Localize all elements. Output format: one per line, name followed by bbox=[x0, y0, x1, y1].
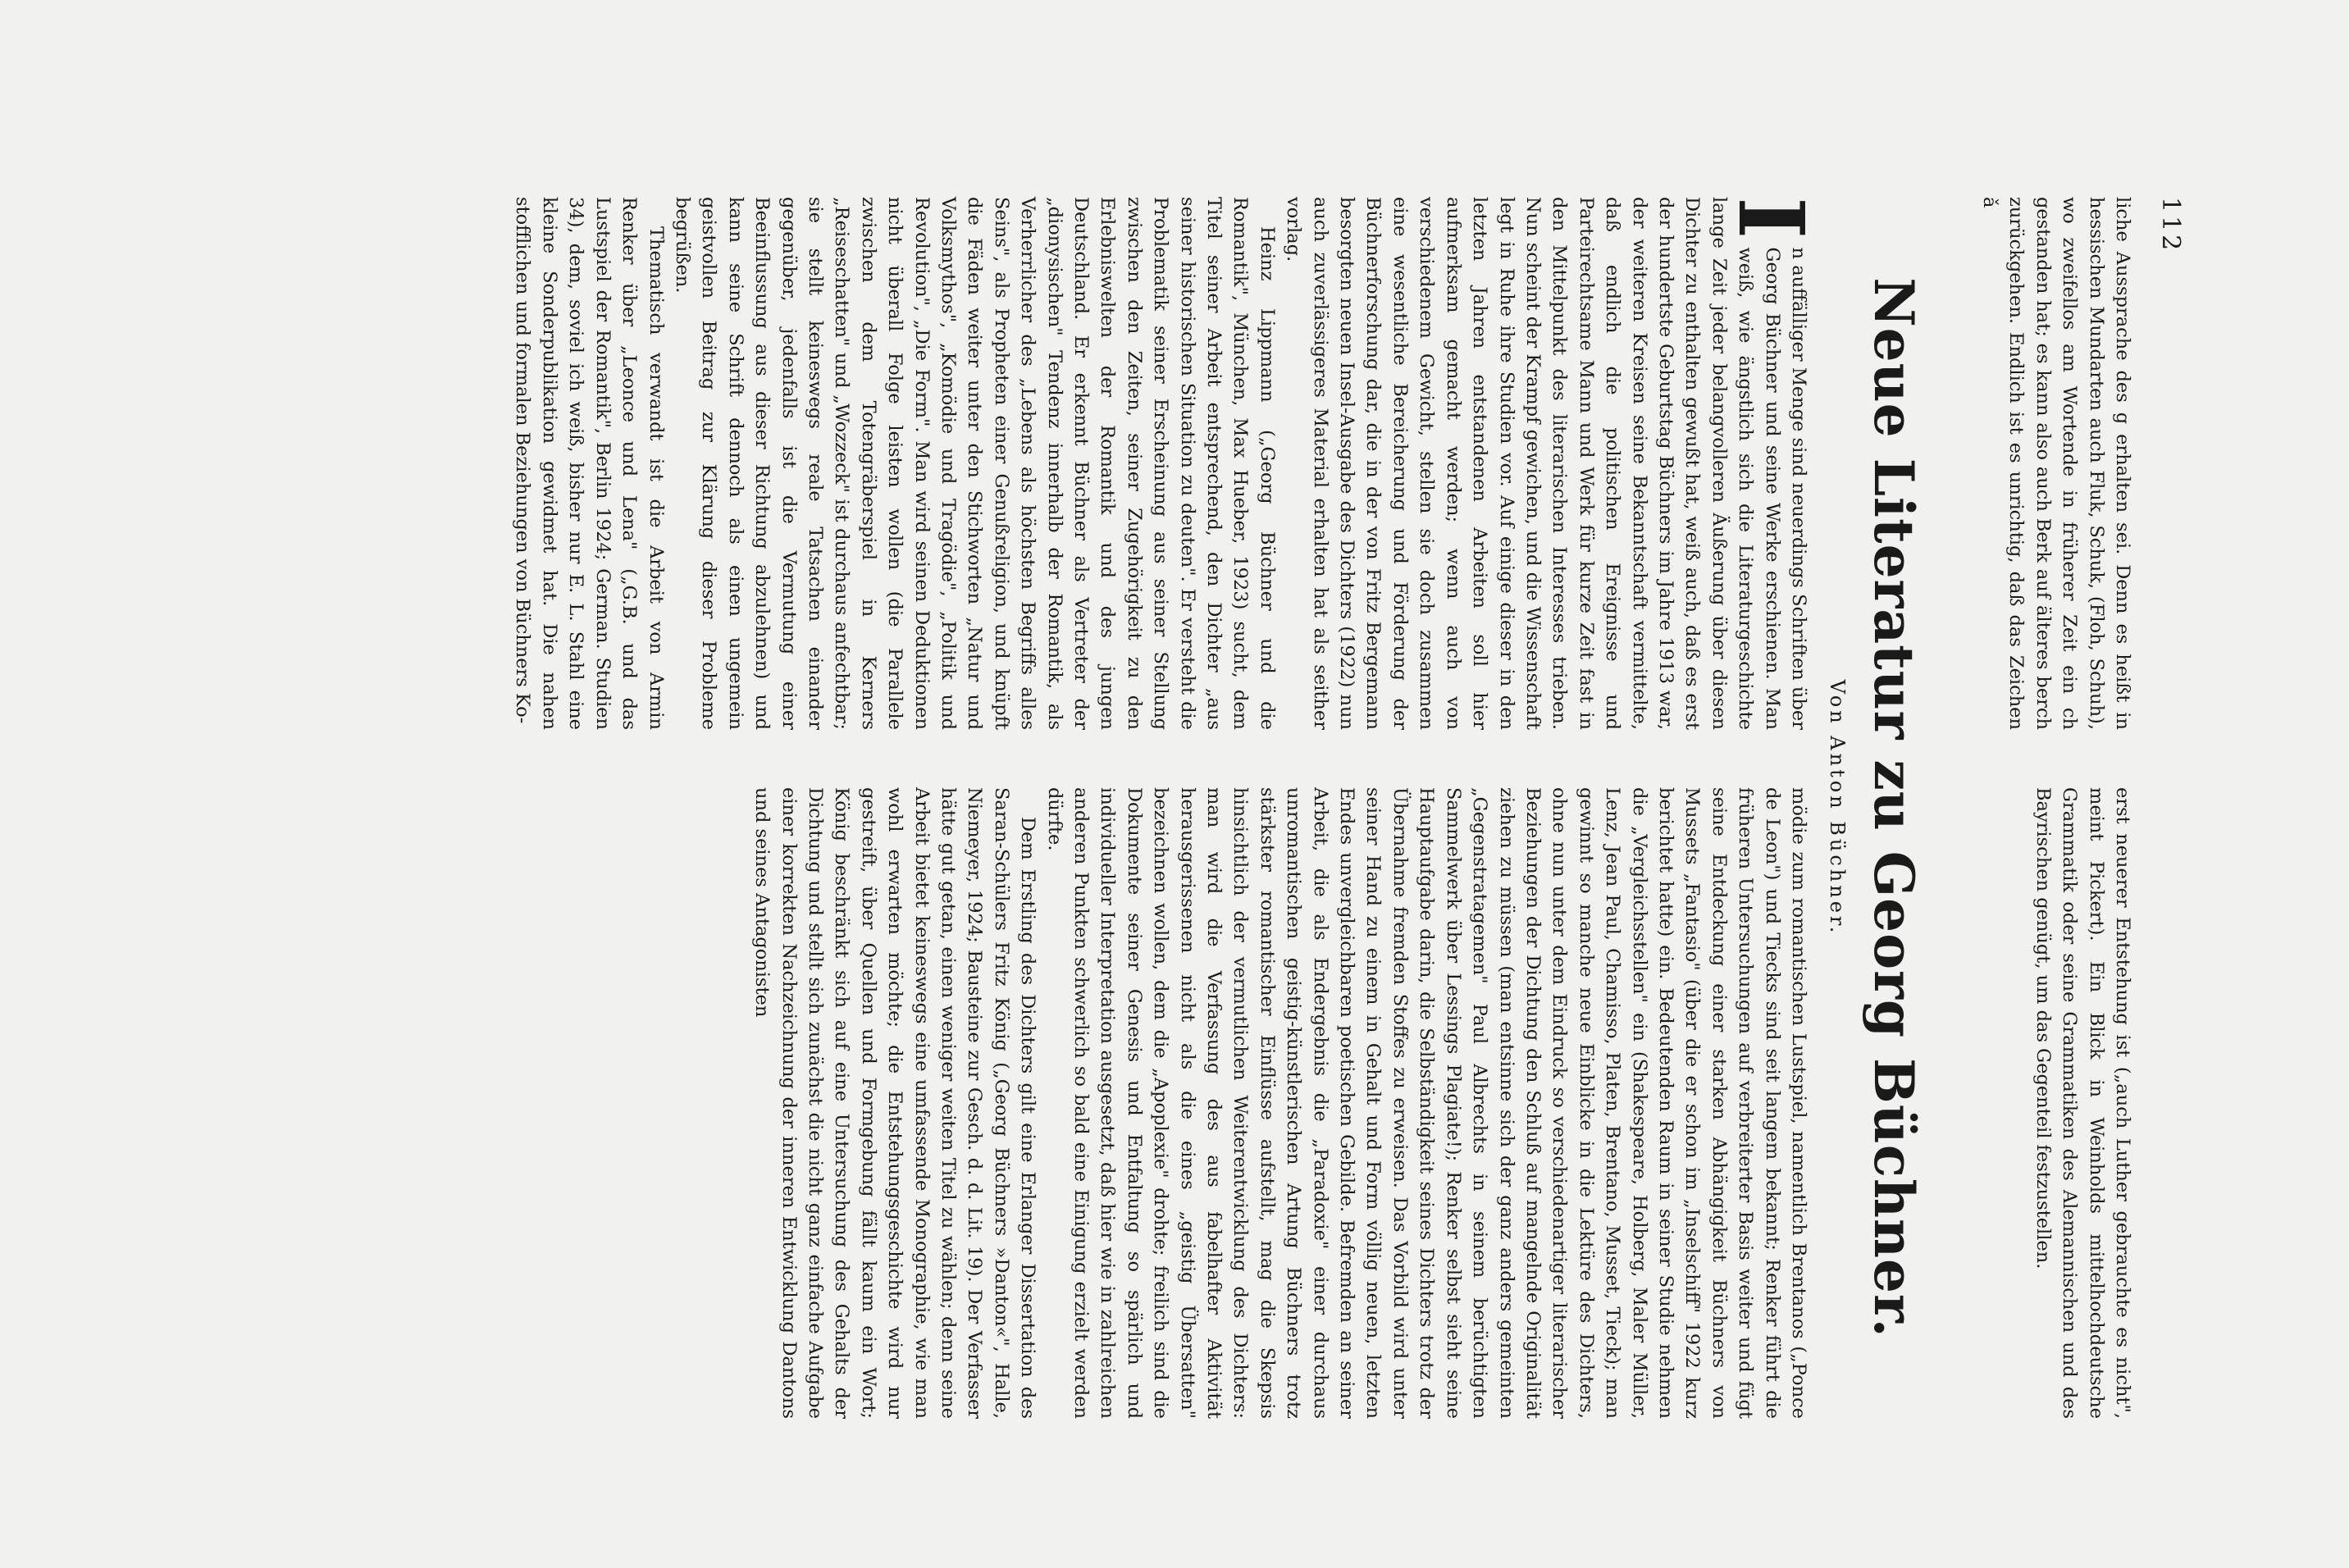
paragraph-text: n auffälliger Menge sind neuerdings Schriften über Georg Büchner und seine Werke erschienen. Man weiß, wie ängstlich sich die Literaturgeschichte lange Zeit jeder belangvolleren Äußerung über diesen Dichter zu enthalten gewußt hat, weiß auch, daß es erst der hundertste Geburtstag Büchners im Jahre 1913 war, der weiteren Kreisen seine Bekanntschaft vermittelte, daß endlich die politischen Ereignisse und Parteirechtsame Mann und Werk für kurze Zeit fast in den Mittelpunkt des literarischen Interesses trieben. Nun scheint der Krampf gewichen, und die Wissenschaft legt in Ruhe ihre Studien vor. Auf einige dieser in den letzten Jahren entstandenen Arbeiten soll hier aufmerksam gemacht werden; wenn auch von verschiedenem Gewicht, stellen sie doch zusammen eine wesentliche Bereicherung und Förderung der Büchnerforschung dar, die in der von Fritz Bergemann besorgten neuen Insel-Ausgabe des Dichters (1922) nun auch zuverlässigeres Material erhalten hat als seither vorlag. bbox=[1283, 197, 1809, 730]
paragraph: Dem Erstling des Dichters gilt eine Erlanger Dissertation des Saran-Schülers Fritz König („Georg Büchners »Danton«", Halle, Niemeyer, 1924; Bausteine zur Gesch. d. d. Lit. 19). Der Verfasser hätte gut getan, einen weniger weiten Titel zu wählen; denn seine Arbeit bietet keineswegs eine umfassende Monographie, wie man wohl erwarten möchte; die Entstehungsgeschichte wird nur gestreift, über Quellen und Formgebung fällt kaum ein Wort; König beschränkt sich auf eine Untersuchung des Gehalts der Dichtung und stellt sich zunächst die nicht ganz einfache Aufgabe einer korrekten Nachzeichnung der inneren Entwicklung Dantons und seines Antagonisten bbox=[751, 787, 1039, 1419]
paragraph: Thematisch verwandt ist die Arbeit von Armin Renker über „Leonce und Lena" („G.B. und das Lustspiel der Romantik", Berlin 1924; German. Studien 34), dem, soviel ich weiß, bisher nur E. L. Stahl eine kleine Sonderpublikation gewidmet hat. Die nahen stofflichen und formalen Beziehungen von Büchners Ko- bbox=[512, 197, 667, 730]
paragraph: Heinz Lippmann („Georg Büchner und die Romantik", München, Max Hueber, 1923) sucht, dem Titel seiner Arbeit entsprechend, den Dichter „aus seiner historischen Situation zu deuten". Er versteht die Problematik seiner Erscheinung aus seiner Stellung zwischen den Zeiten, seiner Zugehörigkeit zu den Erlebniswelten der Romantik und des jungen Deutschland. Er erkennt Büchner als Vertreter der „dionysischen" Tendenz innerhalb der Romantik, als Verherrlicher des „Lebens als höchsten Begriffs alles Seins", als Propheten einer Genußreligion, und knüpft die Fäden weiter unter den Stichworten „Natur und Volksmythos", „Komödie und Tragödie", „Politik und Revolution", „Die Form". Man wird seinen Deduktionen nicht überall Folge leisten wollen (die Parallele zwischen dem Totengräberspiel in Kerners „Reiseschatten" und „Wozzeck" ist durchaus anfechtbar; sie stellt keineswegs reale Tatsachen einander gegenüber, jedenfalls ist die Vermutung einer Beeinflussung aus dieser Richtung abzulehnen) und kann seine Schrift dennoch als einen ungemein geistvollen Beitrag zur Klärung dieser Probleme begrüßen. bbox=[671, 197, 1278, 730]
drop-cap: I bbox=[1718, 197, 1824, 239]
paragraph bbox=[1280, 197, 1824, 730]
right-column-continuation bbox=[1972, 787, 2136, 1419]
paragraph: liche Aussprache des g erhalten sei. Denn es heißt in hessischen Mundarten auch Fluk, Schuk, (Floh, Schuh), wo zweifellos am Wortende in früherer Zeit ein ch gestanden hat; es kann also auch Berk auf älteres berch zurückgehen. Endlich ist es unrichtig, daß das Zeichen ǎ bbox=[1978, 197, 2133, 730]
paragraph: erst neuerer Entstehung ist („auch Luther gebrauchte es nicht", meint Pickert). Ein Blick in Weinholds mittelhochdeutsche Grammatik oder seine Grammatiken des Alemannischen und des Bayrischen genügt, um das Gegenteil festzustellen. bbox=[2032, 787, 2133, 1419]
left-column-continuation bbox=[1972, 197, 2136, 730]
paragraph: mödie zum romantischen Lustspiel, namentlich Brentanos („Ponce de Leon") und Tiecks sind seit langem bekannt; Renker führt die früheren Untersuchungen auf verbreiterter Basis weiter und fügt seine Entdeckung einer starken Abhängigkeit Büchners von Mussets „Fantasio" (über die er schon im „Inselschiff" 1922 kurz berichtet hatte) ein. Bedeutenden Raum in seiner Studie nehmen die „Vergleichsstellen" ein (Shakespeare, Holberg, Maler Müller, Lenz, Jean Paul, Chamisso, Platen, Brentano, Musset, Tieck); man gewinnt so manche neue Einblicke in die Lektüre des Dichters, ohne nun unter dem Eindruck so verschiedenartiger literarischer Beziehungen der Dichtung den Schluß auf mangelnde Originalität ziehen zu müssen (man entsinne sich der ganz anders gemeinten „Gegenstratagemen" Paul Albrechts in seinem berüchtigten Sammelwerk über Lessings Plagiate!); Renker selbst sieht seine Hauptaufgabe darin, die Selbständigkeit seines Dichters trotz der Übernahme fremden Stoffes zu erweisen. Das Vorbild wird unter seiner Hand zu einem in Gehalt und Form völlig neuen, letzten Endes unvergleichbaren poetischen Gebilde. Befremden an seiner Arbeit, die als Endergebnis die „Paradoxie" einer durchaus unromantischen geistig-künstlerischen Artung Büchners trotz stärkster romantischer Einflüsse aufstellt, mag die Skepsis hinsichtlich der vermutlichen Weiterentwicklung des Dichters: man wird die Verfassung des aus fabelhafter Aktivität herausgerissenen nicht als die eines „geistig Übersatten" bezeichnen wollen, dem die „Apoplexie" drohte; freilich sind die Dokumente seiner Genesis und Entfaltung so spärlich und individueller Interpretation ausgesetzt, daß hier wie in zahlreichen anderen Punkten schwerlich so bald eine Einigung erzielt werden dürfte. bbox=[1043, 787, 1809, 1419]
article-left-column bbox=[208, 197, 1824, 730]
article-right-column bbox=[208, 787, 1812, 1419]
article-byline: Von Anton Büchner. bbox=[1826, 679, 1849, 937]
article-title: Neue Literatur zu Georg Büchner. bbox=[1862, 277, 1926, 1338]
page-number: 112 bbox=[2156, 197, 2185, 254]
